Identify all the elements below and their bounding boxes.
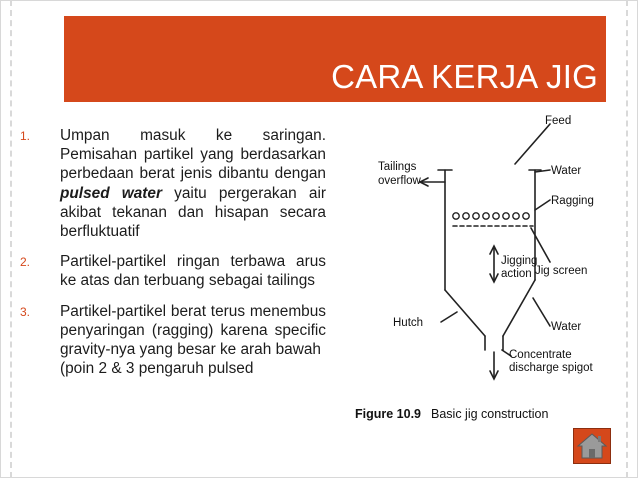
step-3-note: (poin 2 & 3 pengaruh pulsed	[60, 360, 254, 378]
right-dashed-border	[626, 0, 628, 478]
label-water-bottom: Water	[551, 321, 582, 333]
left-dashed-border	[10, 0, 12, 478]
step-3-text: Partikel-partikel berat terus menembus penyaringan (ragging) karena specific gravity-nya yang besar ke arah bawah	[60, 302, 326, 359]
hutch-leader	[441, 312, 457, 322]
title-bar	[64, 16, 606, 102]
hutch-left-slope	[445, 290, 485, 336]
step-1-text-end: yaitu pergerakan air akibat tekanan dan hisapan secara berfluktuatif	[60, 184, 326, 241]
list-number: 3.	[20, 304, 31, 319]
label-tailings-line1: Tailings	[378, 161, 417, 173]
label-ragging: Ragging	[551, 195, 594, 207]
slide-title: CARA KERJA JIG	[331, 58, 598, 95]
ragging-leader	[535, 200, 550, 210]
step-1-text-start: Umpan masuk ke saringan. Pemisahan partikel yang berdasarkan perbedaan berat jenis dibantu dengan	[60, 127, 326, 183]
label-concentrate-line1: Concentrate	[509, 349, 572, 361]
label-jig-screen: Jig screen	[535, 265, 588, 277]
list-item	[20, 126, 326, 241]
list-item	[20, 302, 326, 379]
label-jigging-line2: action	[501, 268, 532, 280]
list-number: 2.	[20, 255, 31, 270]
water-bottom-leader	[533, 298, 550, 326]
hutch-right-slope	[503, 280, 535, 336]
figure-caption-prefix: Figure 10.9	[355, 407, 421, 421]
label-jigging-line1: Jigging	[501, 255, 538, 267]
label-water-top: Water	[551, 165, 582, 177]
list-item	[20, 252, 326, 290]
ragging-balls	[453, 213, 529, 219]
jig-diagram	[345, 112, 594, 432]
feed-chute	[515, 124, 550, 164]
figure-caption-text: Basic jig construction	[431, 407, 549, 421]
home-icon	[574, 429, 610, 463]
home-button[interactable]	[573, 428, 611, 464]
list-number: 1.	[20, 129, 31, 143]
jig-figure	[345, 112, 594, 432]
label-tailings-line2: overflow	[378, 175, 421, 187]
steps-list	[20, 126, 326, 389]
step-2-text: Partikel-partikel ringan terbawa arus ke atas dan terbuang sebagai tailings	[60, 253, 326, 290]
label-concentrate-line2: discharge spigot	[509, 362, 593, 374]
label-hutch: Hutch	[393, 317, 424, 329]
label-feed: Feed	[545, 115, 572, 127]
step-1-emphasis: pulsed water	[60, 184, 162, 202]
